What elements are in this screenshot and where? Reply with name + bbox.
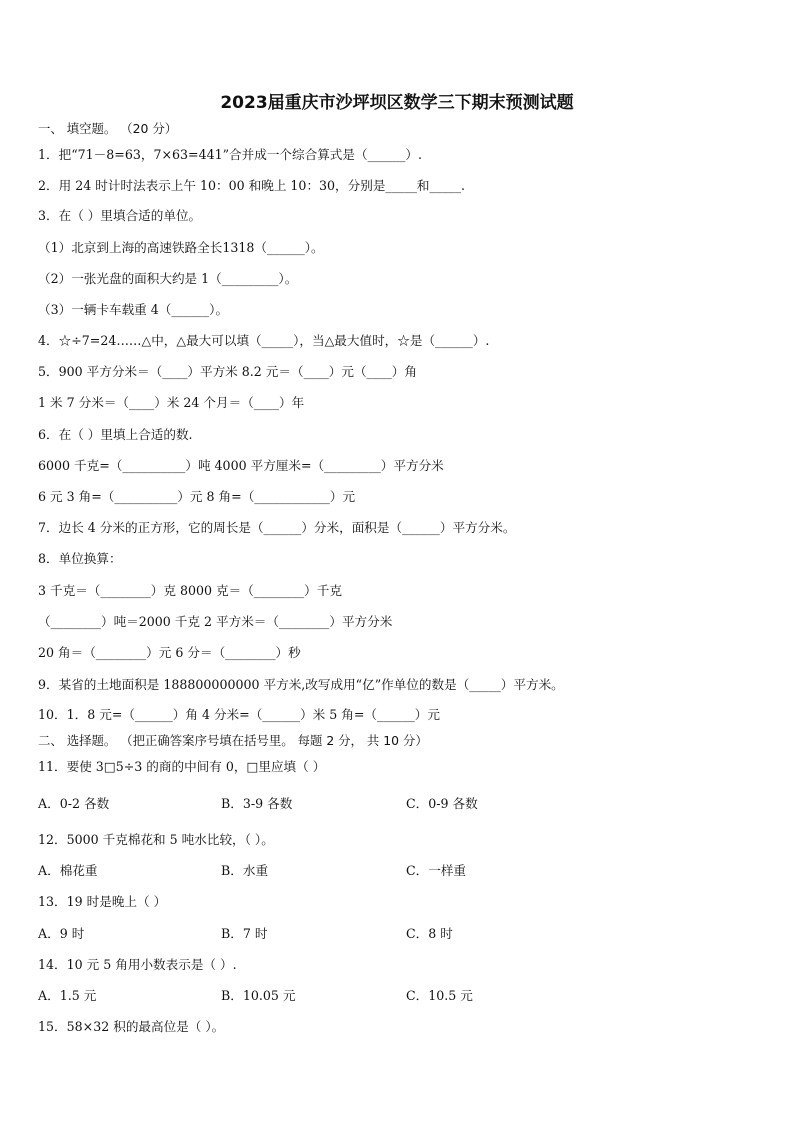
question-8-line-3: 20 角＝（________）元 6 分＝（________）秒	[38, 645, 301, 660]
question-5-line-2: 1 米 7 分米＝（____）米 24 个月＝（____）年	[38, 395, 305, 410]
option-c: C．10.5 元	[406, 988, 473, 1003]
question-3-part-2: （2）一张光盘的面积大约是 1（_________）。	[38, 271, 298, 286]
question-1: 1．把“71－8=63，7×63=441”合并成一个综合算式是（______）.	[38, 147, 422, 162]
question-13-options	[38, 925, 758, 943]
question-3-part-1: （1）北京到上海的高速铁路全长1318（______）。	[38, 240, 324, 255]
question-6-line-2: 6 元 3 角=（__________）元 8 角=（____________）元	[38, 489, 356, 504]
question-8-line-2: （________）吨＝2000 千克 2 平方米＝（________）平方分米	[38, 614, 393, 629]
question-12: 12．5000 千克棉花和 5 吨水比较，（ ）。	[38, 832, 274, 847]
option-b: B．3-9 各数	[221, 796, 293, 811]
question-6: 6．在（ ）里填上合适的数.	[38, 427, 193, 442]
option-b: B．10.05 元	[221, 988, 296, 1003]
question-6-line-1: 6000 千克=（__________）吨 4000 平方厘米=（_________）平方分米	[38, 458, 444, 473]
option-b: B．水重	[221, 863, 269, 878]
page-title: 2023届重庆市沙坪坝区数学三下期末预测试题	[220, 93, 574, 113]
option-b: B．7 时	[221, 926, 268, 941]
question-13: 13．19 时是晚上（ ）	[38, 894, 167, 909]
question-3: 3．在（ ）里填合适的单位。	[38, 208, 202, 223]
question-10: 10．1．8 元=（______）角 4 分米=（______）米 5 角=（______）元	[38, 707, 440, 722]
question-14: 14．10 元 5 角用小数表示是（ ）.	[38, 957, 237, 972]
question-14-options	[38, 987, 758, 1005]
section-heading-fill-in: 一、 填空题。 （20 分）	[38, 121, 178, 136]
question-8: 8．单位换算：	[38, 551, 122, 566]
section-heading-choice: 二、 选择题。 （把正确答案序号填在括号里。 每题 2 分， 共 10 分）	[38, 733, 428, 748]
option-a: A．1.5 元	[38, 988, 97, 1003]
question-2: 2．用 24 时计时法表示上午 10：00 和晚上 10：30，分别是_____和_____.	[38, 178, 466, 193]
question-7: 7．边长 4 分米的正方形，它的周长是（______）分米，面积是（______）平方分米。	[38, 520, 516, 535]
question-4: 4．☆÷7=24……△中，△最大可以填（_____），当△最大值时，☆是（______）.	[38, 333, 490, 348]
question-8-line-1: 3 千克＝（________）克 8000 克＝（________）千克	[38, 583, 342, 598]
option-c: C．一样重	[406, 863, 467, 878]
option-a: A．9 时	[38, 926, 85, 941]
question-3-part-3: （3）一辆卡车载重 4（______）。	[38, 302, 229, 317]
question-5-line-1: 5．900 平方分米＝（____）平方米 8.2 元＝（____）元（____）角	[38, 364, 417, 379]
option-c: C．0-9 各数	[406, 796, 478, 811]
option-a: A．棉花重	[38, 863, 98, 878]
question-11: 11．要使 3□5÷3 的商的中间有 0，□里应填（ ）	[38, 759, 326, 774]
question-12-options	[38, 862, 758, 880]
option-c: C．8 时	[406, 926, 453, 941]
question-11-options	[38, 795, 758, 813]
question-15: 15．58×32 积的最高位是（ ）。	[38, 1019, 225, 1034]
question-9: 9．某省的土地面积是 188800000000 平方米,改写成用“亿”作单位的数是（_____）平方米。	[38, 677, 564, 692]
option-a: A．0-2 各数	[38, 796, 110, 811]
